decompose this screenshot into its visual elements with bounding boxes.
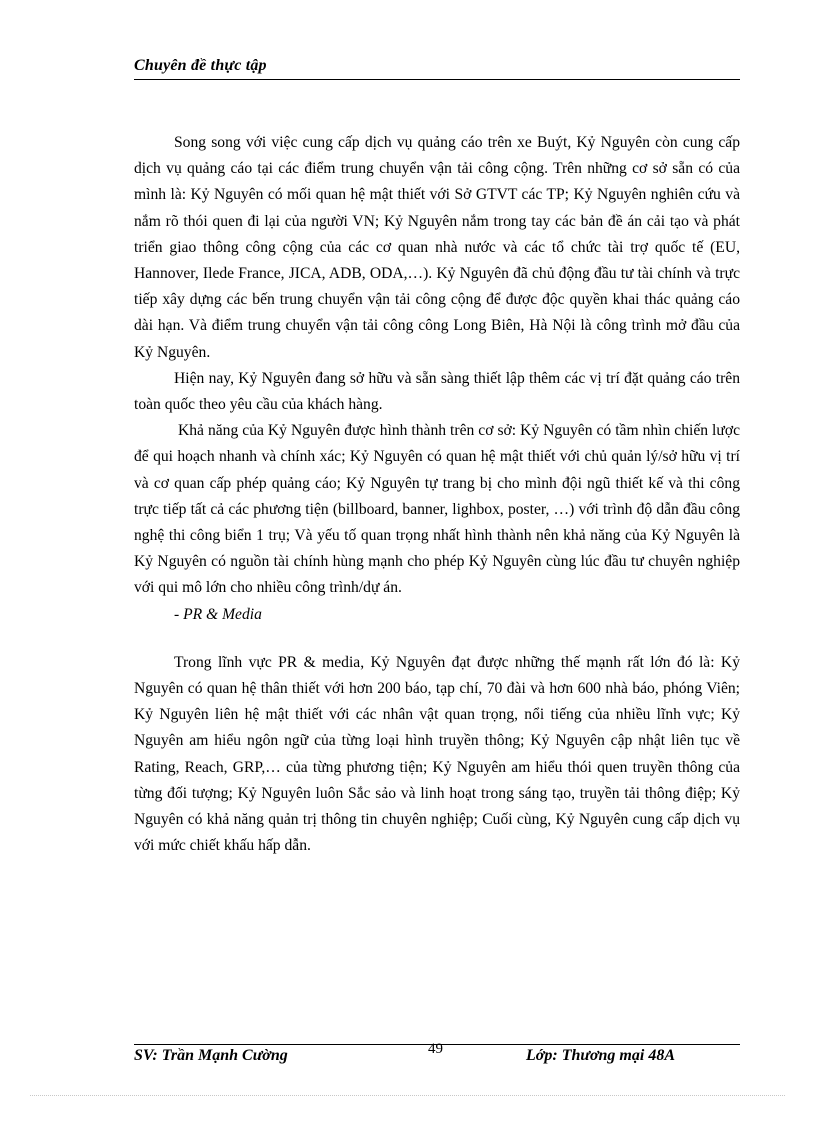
footer-class: Lớp: Thương mại 48A xyxy=(526,1047,675,1064)
paragraph-bus-stations: Song song với việc cung cấp dịch vụ quảng cáo trên xe Buýt, Kỷ Nguyên còn cung cấp dịch vụ quảng cáo tại các điểm trung chuyển vận tải công cộng. Trên những cơ sở sẵn có của mình là: Kỷ Nguyên có mối quan hệ mật thiết với Sở GTVT các TP; Kỷ Nguyên nghiên cứu và nắm rõ thói quen đi lại của người VN; Kỷ Nguyên nắm trong tay các bản đề án cải tạo và phát triển giao thông công cộng của các cơ quan nhà nước và các tổ chức tài trợ quốc tế (EU, Hannover, Ilede France, JICA, ADB, ODA,…). Kỷ Nguyên đã chủ động đầu tư tài chính và trực tiếp xây dựng các bến trung chuyển vận tải công cộng để được độc quyền khai thác quảng cáo dài hạn. Và điểm trung chuyển vận tải công công Long Biên, Hà Nội là công trình mở đầu của Kỷ Nguyên. xyxy=(134,134,740,361)
paragraph-pr-media: Trong lĩnh vực PR & media, Kỷ Nguyên đạt được những thế mạnh rất lớn đó là: Kỷ Nguyên có quan hệ thân thiết với hơn 200 báo, tạp chí, 70 đài và hơn 600 nhà báo, phóng Viên; Kỷ Nguyên liên hệ mật thiết với các nhân vật quan trọng, nổi tiếng của nhiều lĩnh vực; Kỷ Nguyên am hiểu ngôn ngữ của từng loại hình truyền thông; Kỷ Nguyên cập nhật liên tục về Rating, Reach, GRP,… của từng phương tiện; Kỷ Nguyên am hiểu thói quen truyền thông của từng đối tượng; Kỷ Nguyên luôn Sắc sảo và linh hoạt trong sáng tạo, truyền tải thông điệp; Kỷ Nguyên có khả năng quản trị thông tin chuyên nghiệp; Cuối cùng, Kỷ Nguyên cung cấp dịch vụ với mức chiết khấu hấp dẫn. xyxy=(134,653,740,855)
page-number: 49 xyxy=(428,1041,443,1057)
page-header xyxy=(134,57,740,80)
page-bottom-divider xyxy=(30,1095,785,1096)
paragraph-capability: Khả năng của Kỷ Nguyên được hình thành trên cơ sở: Kỷ Nguyên có tầm nhìn chiến lược để qui hoạch nhanh và chính xác; Kỷ Nguyên có quan hệ mật thiết với chủ quản lý/sở hữu vị trí và cơ quan cấp phép quảng cáo; Kỷ Nguyên tự trang bị cho mình đội ngũ thiết kế và thi công trực tiếp tất cả các phương tiện (billboard, banner, lighbox, poster, …) với trình độ dẫn đầu công nghệ thi công biển 1 trụ; Và yếu tố quan trọng nhất hình thành nên khả năng của Kỷ Nguyên là Kỷ Nguyên có nguồn tài chính hùng mạnh cho phép Kỷ Nguyên cùng lúc đầu tư chuyên nghiệp với qui mô lớn cho nhiều công trình/dự án. xyxy=(134,422,740,597)
header-title: Chuyên đề thực tập xyxy=(134,57,267,74)
document-body xyxy=(134,130,740,859)
page-footer xyxy=(134,1041,740,1075)
paragraph-current-status: Hiện nay, Kỷ Nguyên đang sở hữu và sẵn sàng thiết lập thêm các vị trí đặt quảng cáo trên toàn quốc theo yêu cầu của khách hàng. xyxy=(134,369,740,414)
subheading-pr-media: - PR & Media xyxy=(174,605,262,623)
footer-student-name: SV: Trần Mạnh Cường xyxy=(134,1047,288,1064)
